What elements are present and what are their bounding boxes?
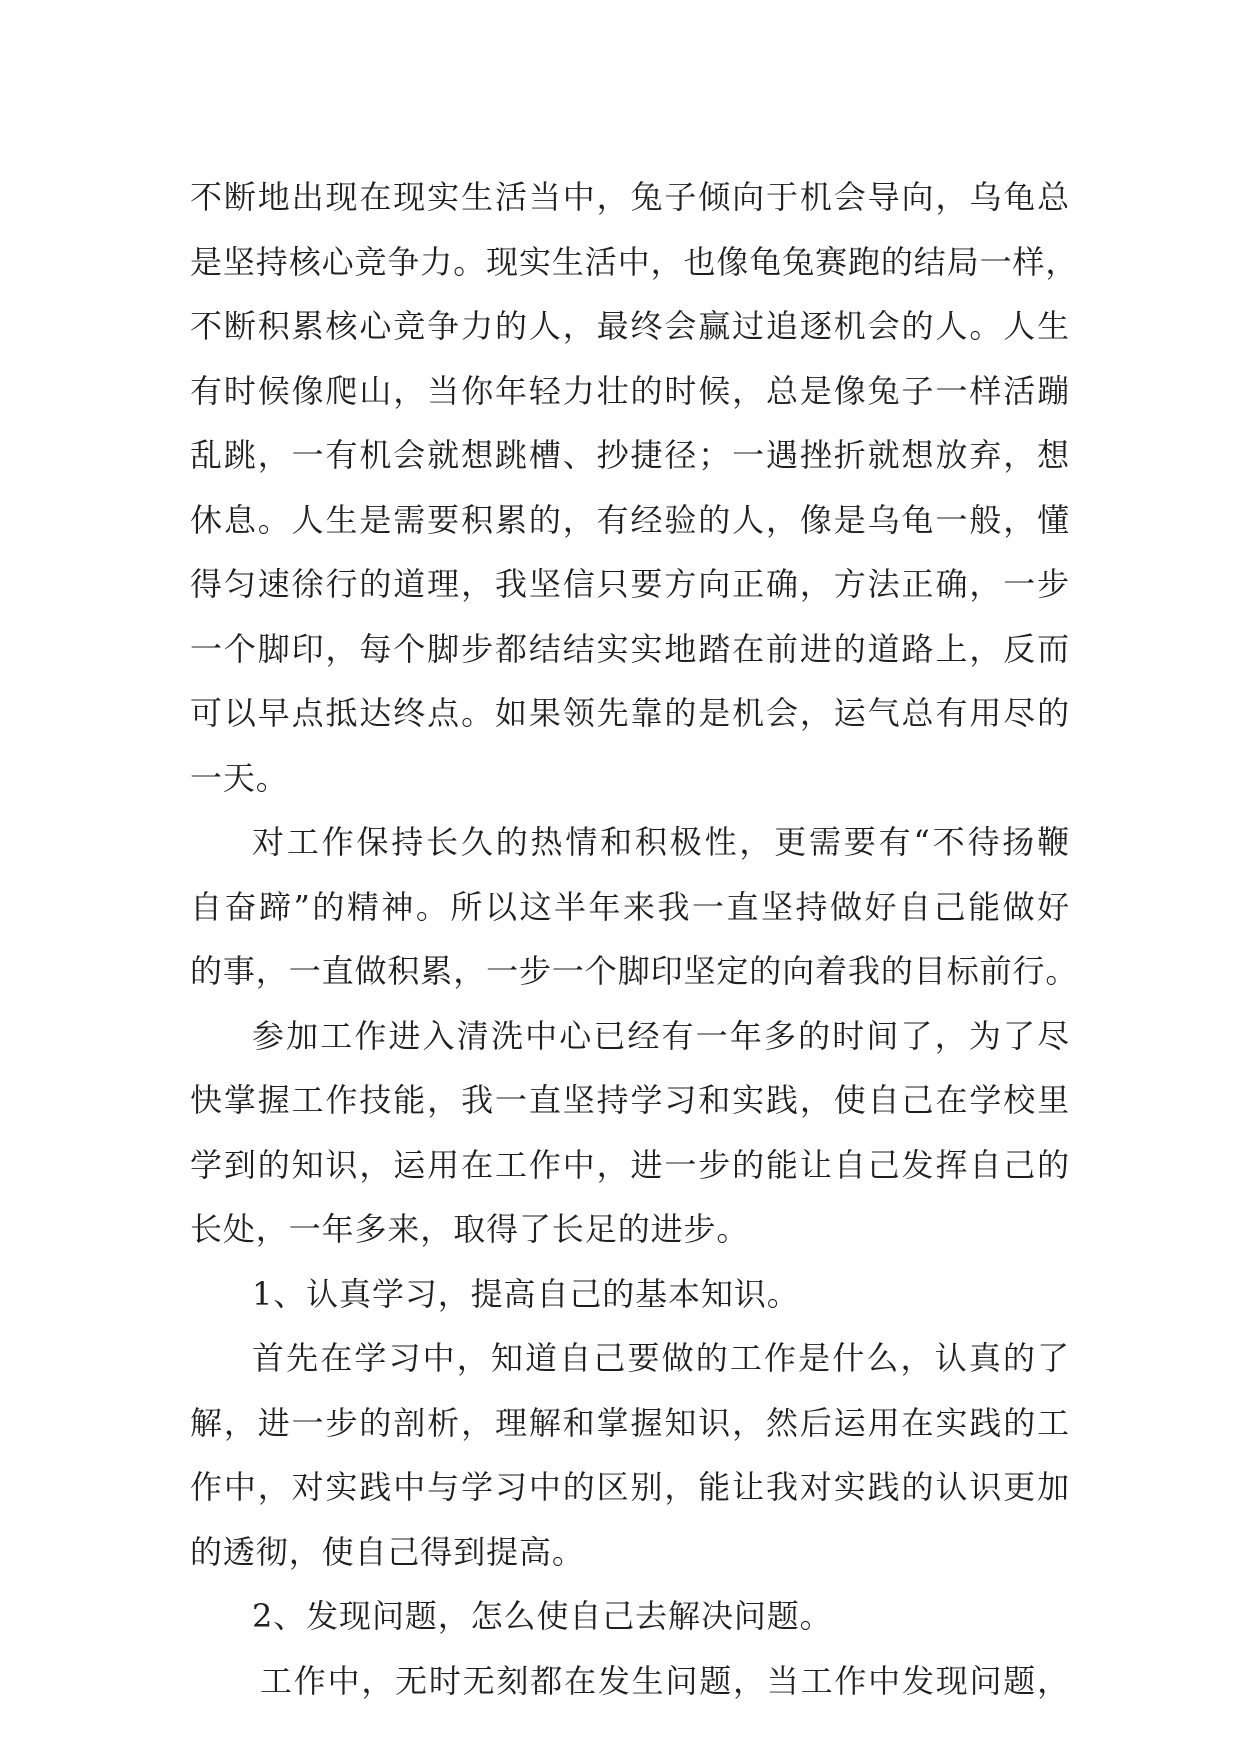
section-heading-2: 2、发现问题，怎么使自己去解决问题。 [252,1597,833,1635]
body-text-line: 长处，一年多来，取得了长足的进步。 [190,1210,750,1248]
body-text-line: 快掌握工作技能，我一直坚持学习和实践，使自己在学校里 [190,1081,1070,1119]
body-text-line: 对工作保持长久的热情和积极性，更需要有“不待扬鞭 [252,823,1070,861]
body-text-line: 可以早点抵达终点。如果领先靠的是机会，运气总有用尽的 [190,694,1070,732]
body-text-line: 学到的知识，运用在工作中，进一步的能让自己发挥自己的 [190,1145,1070,1184]
document-body [190,165,1079,1713]
body-text-line: 解，进一步的剖析，理解和掌握知识，然后运用在实践的工 [190,1403,1070,1442]
body-text-line: 得匀速徐行的道理，我坚信只要方向正确，方法正确，一步 [190,565,1070,603]
body-text-line: 的事，一直做积累，一步一个脚印坚定的向着我的目标前行。 [190,952,1079,990]
body-text-line: 不断地出现在现实生活当中，兔子倾向于机会导向，乌龟总 [190,178,1070,216]
body-text-line: 首先在学习中，知道自己要做的工作是什么，认真的了 [252,1339,1070,1377]
body-text-line: 一个脚印，每个脚步都结结实实地踏在前进的道路上，反而 [190,629,1070,668]
body-text-line: 作中，对实践中与学习中的区别，能让我对实践的认识更加 [190,1468,1070,1506]
body-text-line: 休息。人生是需要积累的，有经验的人，像是乌龟一般，懂 [190,500,1070,539]
body-text-line: 有时候像爬山，当你年轻力壮的时候，总是像兔子一样活蹦 [190,371,1070,410]
body-text-line: 不断积累核心竞争力的人，最终会赢过追逐机会的人。人生 [190,307,1070,345]
body-text-line: 乱跳，一有机会就想跳槽、抄捷径；一遇挫折就想放弃，想 [190,436,1070,474]
body-text-line: 一天。 [190,758,289,797]
body-text-line: 是坚持核心竞争力。现实生活中，也像龟兔赛跑的结局一样， [190,242,1079,281]
body-text-line: 自奋蹄”的精神。所以这半年来我一直坚持做好自己能做好 [190,887,1070,926]
body-text-line: 的透彻，使自己得到提高。 [190,1532,585,1571]
body-text-line: 参加工作进入清洗中心已经有一年多的时间了，为了尽 [252,1016,1070,1055]
body-text-line: 工作中，无时无刻都在发生问题，当工作中发现问题， [260,1661,1070,1700]
section-heading-1: 1、认真学习，提高自己的基本知识。 [252,1274,800,1313]
